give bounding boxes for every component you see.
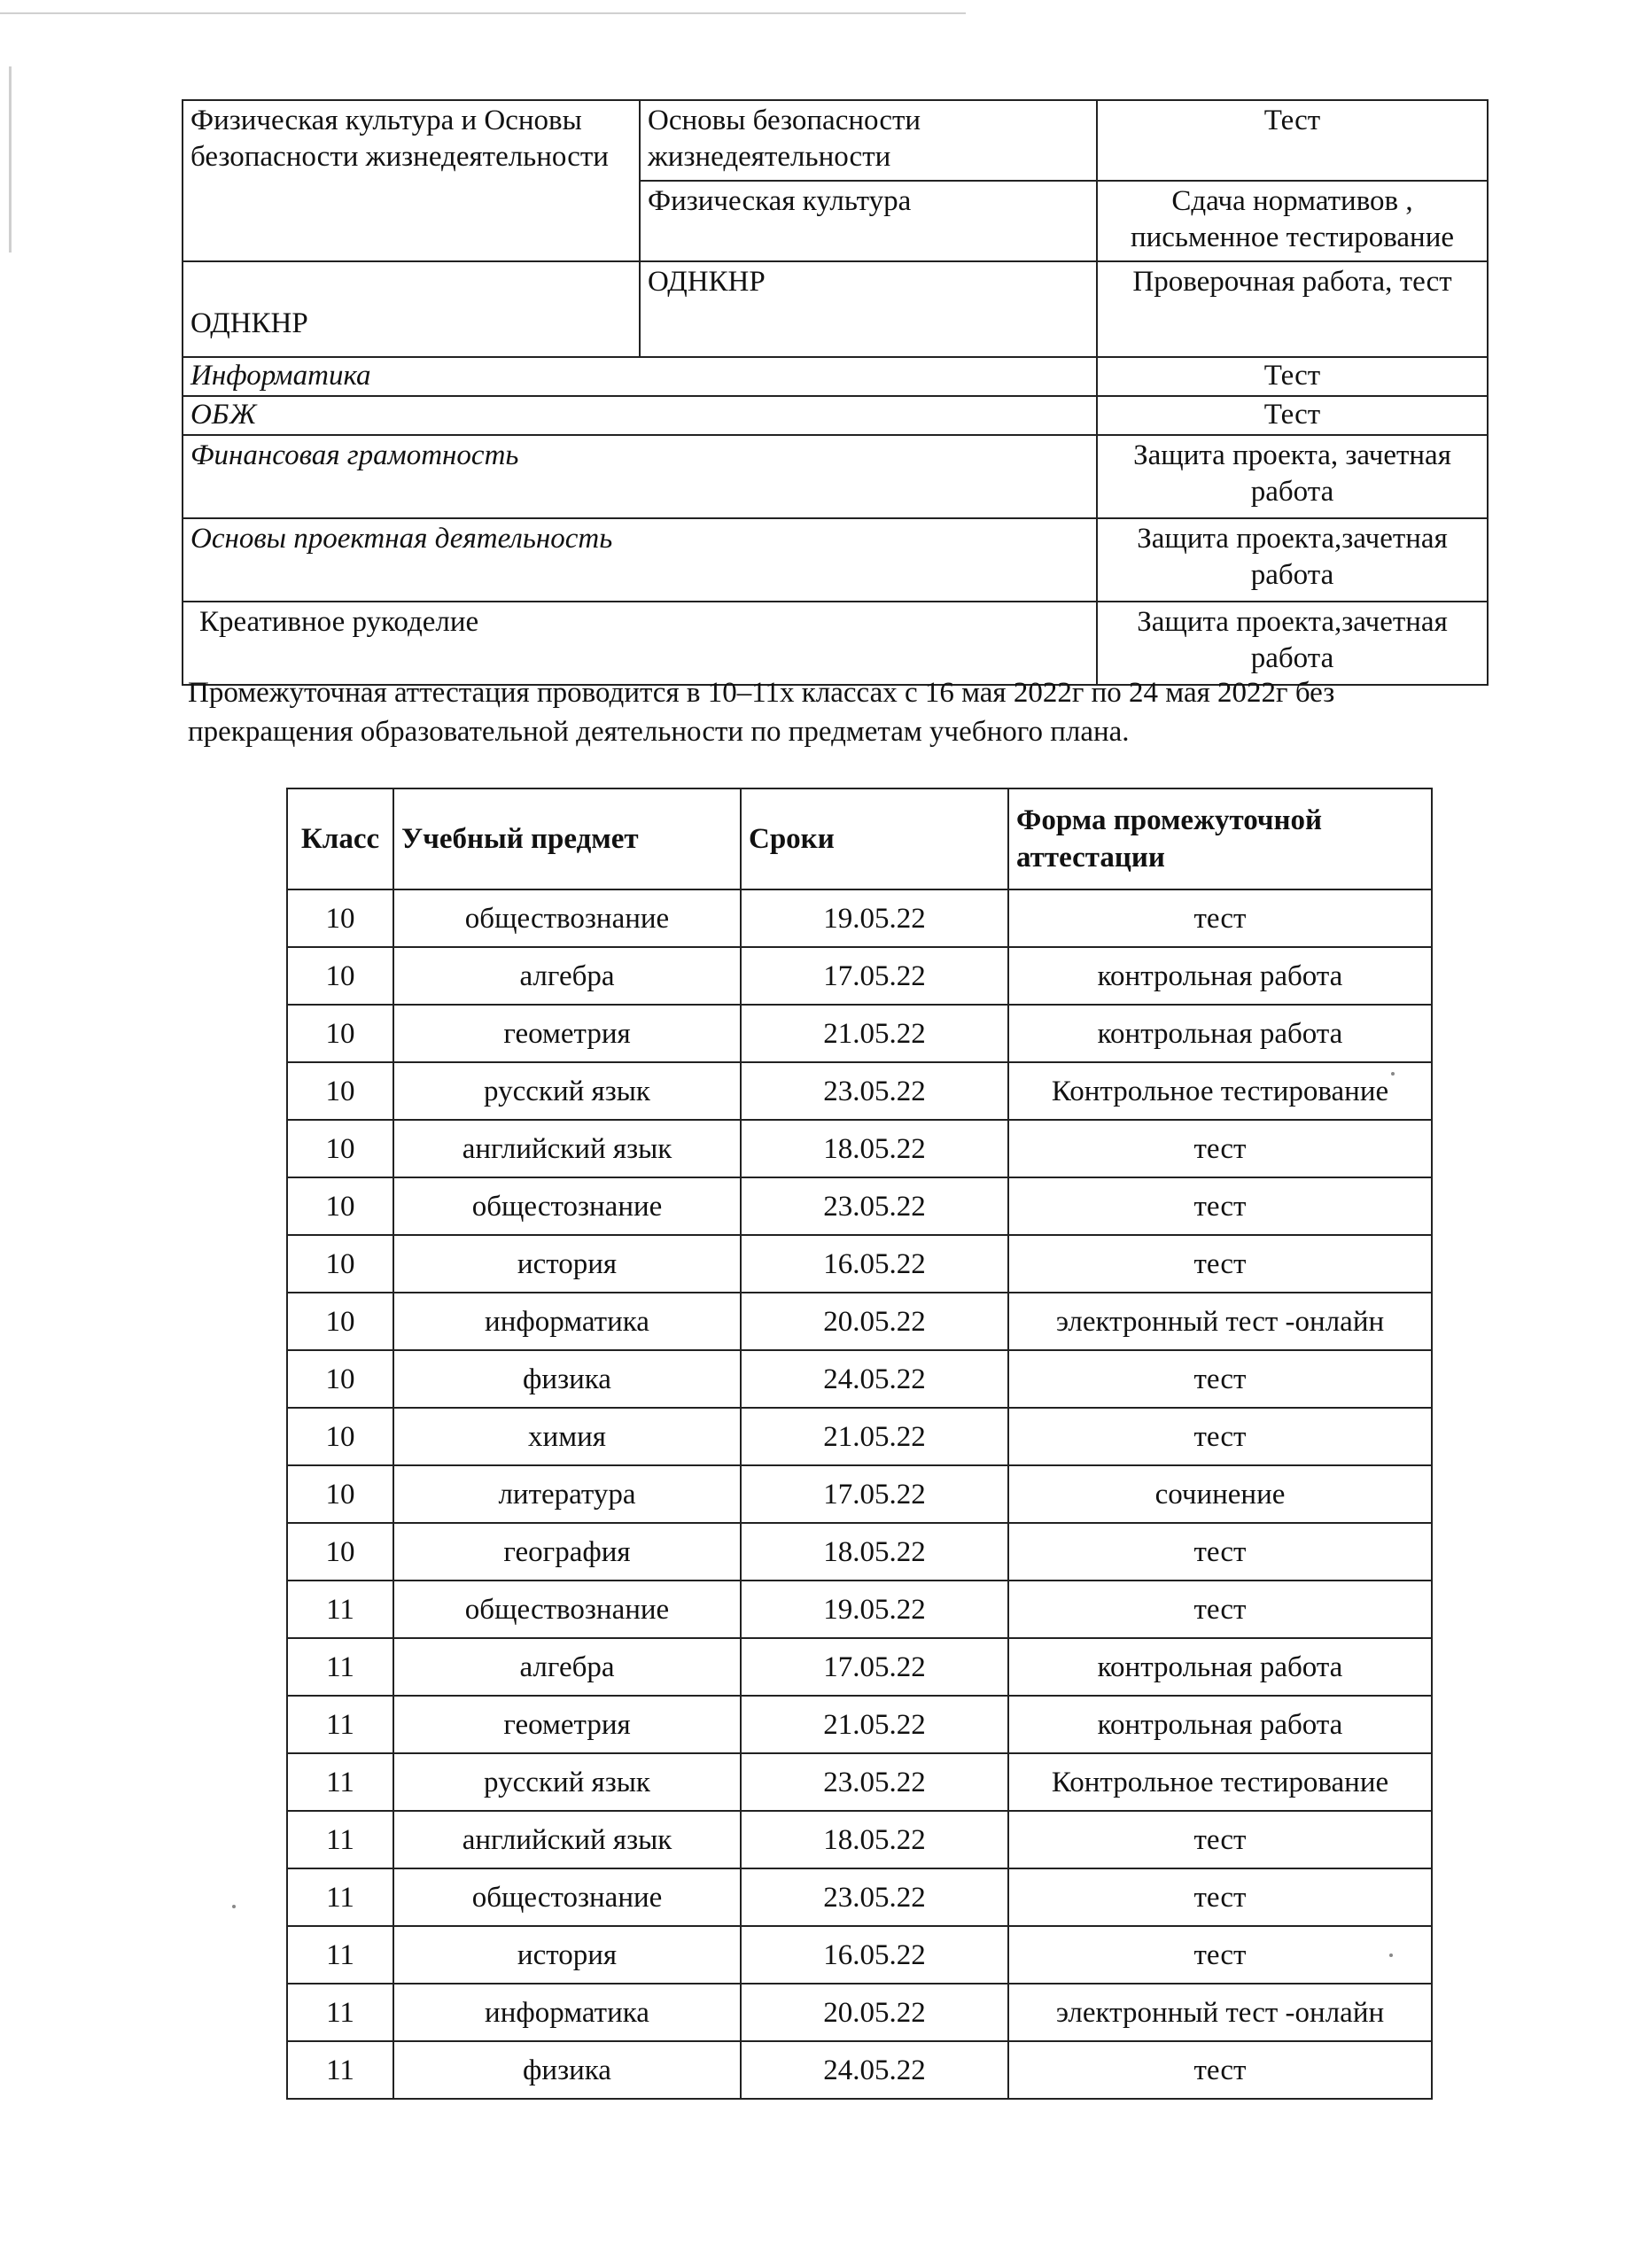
attestation-forms-table <box>182 99 1489 686</box>
scan-margin-mark <box>9 66 12 252</box>
table-row <box>287 1868 1432 1926</box>
subject-cell: Креативное рукоделие <box>183 602 1097 685</box>
table-row <box>287 1120 1432 1177</box>
form-cell: Проверочная работа, тест <box>1097 261 1488 357</box>
date-cell: 20.05.22 <box>741 1984 1008 2041</box>
table-row <box>183 435 1488 518</box>
form-cell: электронный тест -онлайн <box>1008 1293 1432 1350</box>
table-row <box>287 1811 1432 1868</box>
date-cell: 16.05.22 <box>741 1926 1008 1984</box>
subject-cell: ОБЖ <box>183 396 1097 435</box>
attestation-schedule-table <box>286 788 1433 2100</box>
class-cell: 10 <box>287 1350 393 1408</box>
subject-cell: Информатика <box>183 357 1097 396</box>
form-cell: контрольная работа <box>1008 947 1432 1005</box>
table-row <box>287 1696 1432 1753</box>
date-cell: 23.05.22 <box>741 1868 1008 1926</box>
subject-group-cell: ОДНКНР <box>183 261 640 357</box>
class-cell: 11 <box>287 2041 393 2099</box>
date-cell: 16.05.22 <box>741 1235 1008 1293</box>
form-cell: тест <box>1008 2041 1432 2099</box>
date-cell: 17.05.22 <box>741 1465 1008 1523</box>
date-cell: 19.05.22 <box>741 889 1008 947</box>
scan-edge-line <box>0 12 966 14</box>
form-cell: Тест <box>1097 357 1488 396</box>
table-row <box>287 889 1432 947</box>
form-cell: Контрольное тестирование <box>1008 1753 1432 1811</box>
subject-cell: обществознание <box>393 889 741 947</box>
date-cell: 21.05.22 <box>741 1005 1008 1062</box>
form-cell: Тест <box>1097 396 1488 435</box>
class-cell: 10 <box>287 1465 393 1523</box>
date-cell: 19.05.22 <box>741 1581 1008 1638</box>
subject-cell: русский язык <box>393 1062 741 1120</box>
table-row <box>287 1408 1432 1465</box>
table-row <box>183 602 1488 685</box>
date-cell: 17.05.22 <box>741 947 1008 1005</box>
subject-cell: география <box>393 1523 741 1581</box>
date-cell: 17.05.22 <box>741 1638 1008 1696</box>
form-cell: Тест <box>1097 100 1488 181</box>
form-cell: Защита проекта,зачетная работа <box>1097 602 1488 685</box>
date-cell: 18.05.22 <box>741 1811 1008 1868</box>
form-cell: тест <box>1008 1120 1432 1177</box>
subject-cell: история <box>393 1235 741 1293</box>
subject-cell: обществознание <box>393 1581 741 1638</box>
class-cell: 10 <box>287 1005 393 1062</box>
class-cell: 11 <box>287 1811 393 1868</box>
class-cell: 11 <box>287 1753 393 1811</box>
date-cell: 18.05.22 <box>741 1523 1008 1581</box>
class-cell: 10 <box>287 1293 393 1350</box>
class-cell: 10 <box>287 889 393 947</box>
subject-group-cell: Физическая культура и Основы безопасности жизнедеятельности <box>183 100 640 261</box>
form-cell: контрольная работа <box>1008 1696 1432 1753</box>
table-row <box>287 1523 1432 1581</box>
subject-cell: английский язык <box>393 1120 741 1177</box>
table-header-row <box>287 788 1432 889</box>
class-cell: 10 <box>287 1062 393 1120</box>
subject-cell: физика <box>393 1350 741 1408</box>
table-row <box>183 518 1488 602</box>
form-cell: сочинение <box>1008 1465 1432 1523</box>
form-cell: Контрольное тестирование <box>1008 1062 1432 1120</box>
table-row <box>287 1984 1432 2041</box>
date-cell: 21.05.22 <box>741 1408 1008 1465</box>
table-row <box>287 947 1432 1005</box>
class-cell: 10 <box>287 1120 393 1177</box>
attestation-period-paragraph: Промежуточная аттестация проводится в 10–11х классах с 16 мая 2022г по 24 мая 2022г без прекращения образовательной деятельности по предметам учебного плана. <box>188 677 1335 748</box>
table-row <box>287 1926 1432 1984</box>
subject-cell: общестознание <box>393 1868 741 1926</box>
date-cell: 24.05.22 <box>741 1350 1008 1408</box>
subject-cell: английский язык <box>393 1811 741 1868</box>
subject-cell: алгебра <box>393 947 741 1005</box>
form-cell: тест <box>1008 1581 1432 1638</box>
form-cell: тест <box>1008 1926 1432 1984</box>
date-cell: 24.05.22 <box>741 2041 1008 2099</box>
class-cell: 10 <box>287 1235 393 1293</box>
class-cell: 11 <box>287 1696 393 1753</box>
form-cell: тест <box>1008 1811 1432 1868</box>
subject-cell: Физическая культура <box>640 181 1097 261</box>
table-row <box>287 2041 1432 2099</box>
subject-cell: ОДНКНР <box>640 261 1097 357</box>
form-cell: Защита проекта,зачетная работа <box>1097 518 1488 602</box>
table-row <box>287 1062 1432 1120</box>
subject-cell: литература <box>393 1465 741 1523</box>
date-cell: 23.05.22 <box>741 1062 1008 1120</box>
subject-cell: русский язык <box>393 1753 741 1811</box>
subject-cell: физика <box>393 2041 741 2099</box>
table-row <box>183 261 1488 357</box>
date-cell: 18.05.22 <box>741 1120 1008 1177</box>
table-row <box>287 1293 1432 1350</box>
form-cell: тест <box>1008 1235 1432 1293</box>
date-cell: 20.05.22 <box>741 1293 1008 1350</box>
table-row <box>287 1177 1432 1235</box>
table-row <box>287 1235 1432 1293</box>
table-row <box>287 1753 1432 1811</box>
subject-cell: информатика <box>393 1984 741 2041</box>
table-row <box>287 1581 1432 1638</box>
table-row <box>287 1638 1432 1696</box>
column-header-subject: Учебный предмет <box>393 788 741 889</box>
subject-cell: геометрия <box>393 1696 741 1753</box>
table-row <box>287 1005 1432 1062</box>
form-cell: Сдача нормативов , письменное тестирование <box>1097 181 1488 261</box>
subject-cell: общестознание <box>393 1177 741 1235</box>
subject-cell: химия <box>393 1408 741 1465</box>
date-cell: 23.05.22 <box>741 1753 1008 1811</box>
table-row <box>183 100 1488 181</box>
subject-cell: Основы безопасности жизнедеятельности <box>640 100 1097 181</box>
date-cell: 21.05.22 <box>741 1696 1008 1753</box>
form-cell: контрольная работа <box>1008 1005 1432 1062</box>
form-cell: тест <box>1008 1408 1432 1465</box>
class-cell: 10 <box>287 947 393 1005</box>
scan-speck <box>232 1905 236 1908</box>
column-header-dates: Сроки <box>741 788 1008 889</box>
form-cell: тест <box>1008 1523 1432 1581</box>
schedule-table-body <box>287 889 1432 2099</box>
class-cell: 11 <box>287 1638 393 1696</box>
form-cell: контрольная работа <box>1008 1638 1432 1696</box>
date-cell: 23.05.22 <box>741 1177 1008 1235</box>
form-cell: тест <box>1008 1350 1432 1408</box>
table-row <box>287 1465 1432 1523</box>
class-cell: 10 <box>287 1523 393 1581</box>
table-row <box>287 1350 1432 1408</box>
column-header-form: Форма промежуточной аттестации <box>1008 788 1432 889</box>
form-cell: тест <box>1008 1177 1432 1235</box>
subject-cell: история <box>393 1926 741 1984</box>
subject-cell: Финансовая грамотность <box>183 435 1097 518</box>
subject-cell: Основы проектная деятельность <box>183 518 1097 602</box>
class-cell: 11 <box>287 1984 393 2041</box>
class-cell: 10 <box>287 1177 393 1235</box>
class-cell: 11 <box>287 1581 393 1638</box>
column-header-class: Класс <box>287 788 393 889</box>
class-cell: 11 <box>287 1868 393 1926</box>
table-row <box>183 396 1488 435</box>
subject-cell: информатика <box>393 1293 741 1350</box>
form-cell: Защита проекта, зачетная работа <box>1097 435 1488 518</box>
subject-cell: алгебра <box>393 1638 741 1696</box>
subject-cell: геометрия <box>393 1005 741 1062</box>
form-cell: тест <box>1008 1868 1432 1926</box>
class-cell: 10 <box>287 1408 393 1465</box>
form-cell: электронный тест -онлайн <box>1008 1984 1432 2041</box>
form-cell: тест <box>1008 889 1432 947</box>
table-row <box>183 357 1488 396</box>
class-cell: 11 <box>287 1926 393 1984</box>
